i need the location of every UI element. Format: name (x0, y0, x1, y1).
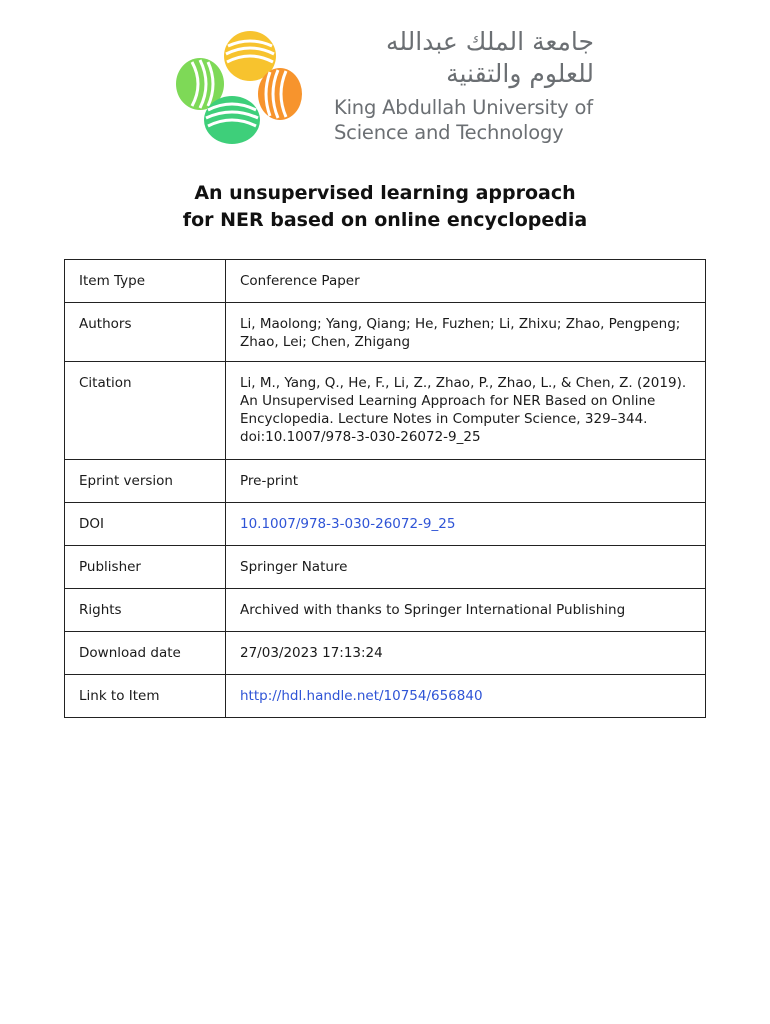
metadata-value-line: doi:10.1007/978-3-030-26072-9_25 (240, 429, 481, 445)
metadata-link[interactable]: http://hdl.handle.net/10754/656840 (240, 688, 483, 704)
document-title (0, 180, 770, 234)
metadata-table (64, 259, 706, 718)
metadata-value (226, 632, 706, 675)
logo-petal-orange (258, 68, 302, 120)
metadata-label: Authors (65, 303, 226, 362)
metadata-row (65, 546, 706, 589)
metadata-value-line: 27/03/2023 17:13:24 (240, 645, 383, 661)
logo-english-line1: King Abdullah University of (334, 96, 593, 119)
metadata-value-line: Archived with thanks to Springer International Publishing (240, 602, 626, 618)
logo-arabic-text (332, 26, 594, 90)
metadata-label: Item Type (65, 260, 226, 303)
metadata-value (226, 503, 706, 546)
metadata-row (65, 632, 706, 675)
logo-arabic-line1: جامعة الملك عبدالله (385, 27, 594, 56)
title-line1: An unsupervised learning approach (194, 182, 576, 204)
metadata-label: Publisher (65, 546, 226, 589)
metadata-label: Rights (65, 589, 226, 632)
metadata-label: Download date (65, 632, 226, 675)
metadata-row (65, 303, 706, 362)
metadata-value (226, 303, 706, 362)
logo-arabic-line2: للعلوم والتقنية (446, 59, 594, 88)
title-line2: for NER based on online encyclopedia (182, 209, 588, 231)
metadata-link[interactable]: 10.1007/978-3-030-26072-9_25 (240, 516, 456, 532)
logo-english-line2: Science and Technology (334, 121, 564, 144)
metadata-value-line: Encyclopedia. Lecture Notes in Computer Science, 329–344. (240, 411, 648, 427)
metadata-value-line: Zhao, Lei; Chen, Zhigang (240, 334, 411, 350)
logo-english-text (334, 95, 593, 145)
metadata-row (65, 675, 706, 718)
metadata-label: Eprint version (65, 460, 226, 503)
metadata-value-line: Li, M., Yang, Q., He, F., Li, Z., Zhao, P., Zhao, L., & Chen, Z. (2019). (240, 375, 687, 391)
metadata-value-line: Springer Nature (240, 559, 348, 575)
metadata-label: Link to Item (65, 675, 226, 718)
logo-petal-teal (204, 96, 260, 144)
metadata-value-line: Conference Paper (240, 273, 360, 289)
metadata-value (226, 589, 706, 632)
metadata-label: Citation (65, 362, 226, 460)
metadata-row (65, 460, 706, 503)
metadata-table-body (65, 260, 706, 718)
metadata-value (226, 362, 706, 460)
metadata-value-line: An Unsupervised Learning Approach for NER Based on Online (240, 393, 656, 409)
metadata-value (226, 460, 706, 503)
metadata-row (65, 362, 706, 460)
metadata-value (226, 260, 706, 303)
metadata-row (65, 503, 706, 546)
kaust-logo (172, 28, 308, 146)
metadata-row (65, 589, 706, 632)
metadata-label: DOI (65, 503, 226, 546)
metadata-value-line: Pre-print (240, 473, 299, 489)
metadata-value (226, 546, 706, 589)
metadata-value-line: Li, Maolong; Yang, Qiang; He, Fuzhen; Li, Zhixu; Zhao, Pengpeng; (240, 316, 681, 332)
metadata-row (65, 260, 706, 303)
metadata-value (226, 675, 706, 718)
